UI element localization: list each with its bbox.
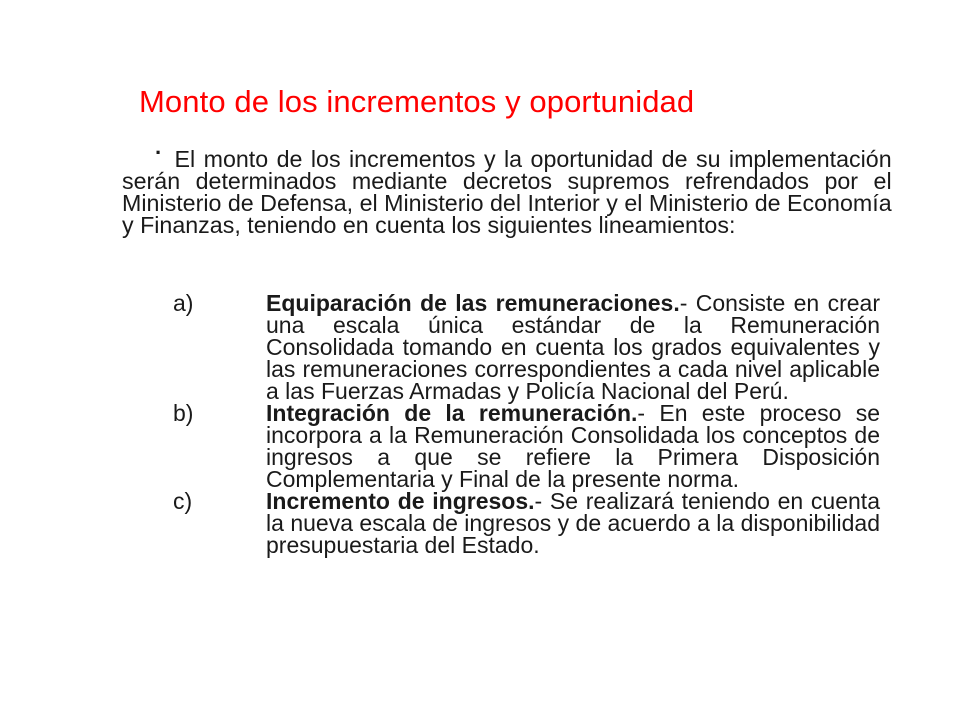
bullet-mark: · bbox=[155, 140, 163, 165]
item-body: - Se realizará teniendo en cuenta la nueva escala de ingresos y de acuerdo a la disponibilidad presupuestaria del Estado. bbox=[266, 488, 880, 558]
item-text bbox=[266, 402, 880, 490]
item-text bbox=[266, 292, 880, 402]
item-body: - En este proceso se incorpora a la Remuneración Consolidada los conceptos de ingresos a que se refiere la Primera Disposición Complementaria y Final de la presente norma. bbox=[266, 400, 880, 492]
slide-title: Monto de los incrementos y oportunidad bbox=[139, 84, 695, 119]
item-heading: Incremento de ingresos. bbox=[266, 488, 535, 514]
intro-paragraph: El monto de los incrementos y la oportunidad de su implementación serán determinados mediante decretos supremos refrendados por el Ministerio de Defensa, el Ministerio del Interior y el Ministerio de Economía y Finanzas, teniendo en cuenta los siguientes lineamientos: bbox=[122, 146, 892, 238]
item-heading: Equiparación de las remuneraciones. bbox=[266, 290, 680, 316]
item-letter: b) bbox=[173, 400, 194, 426]
item-letter: a) bbox=[173, 290, 194, 316]
guideline-item-a bbox=[118, 292, 888, 402]
guideline-item-c bbox=[118, 490, 888, 556]
item-text bbox=[266, 490, 880, 556]
item-heading: Integración de la remuneración. bbox=[266, 400, 638, 426]
guideline-list bbox=[118, 292, 888, 556]
scanned-document-excerpt bbox=[118, 140, 892, 642]
item-letter: c) bbox=[173, 488, 193, 514]
guideline-item-b bbox=[118, 402, 888, 490]
item-body: - Consiste en crear una escala única estándar de la Remuneración Consolidada tomando en cuenta los grados equivalentes y las remuneraciones correspondientes a cada nivel aplicable a las Fuerzas Armadas y Policía Nacional del Perú. bbox=[266, 290, 880, 404]
